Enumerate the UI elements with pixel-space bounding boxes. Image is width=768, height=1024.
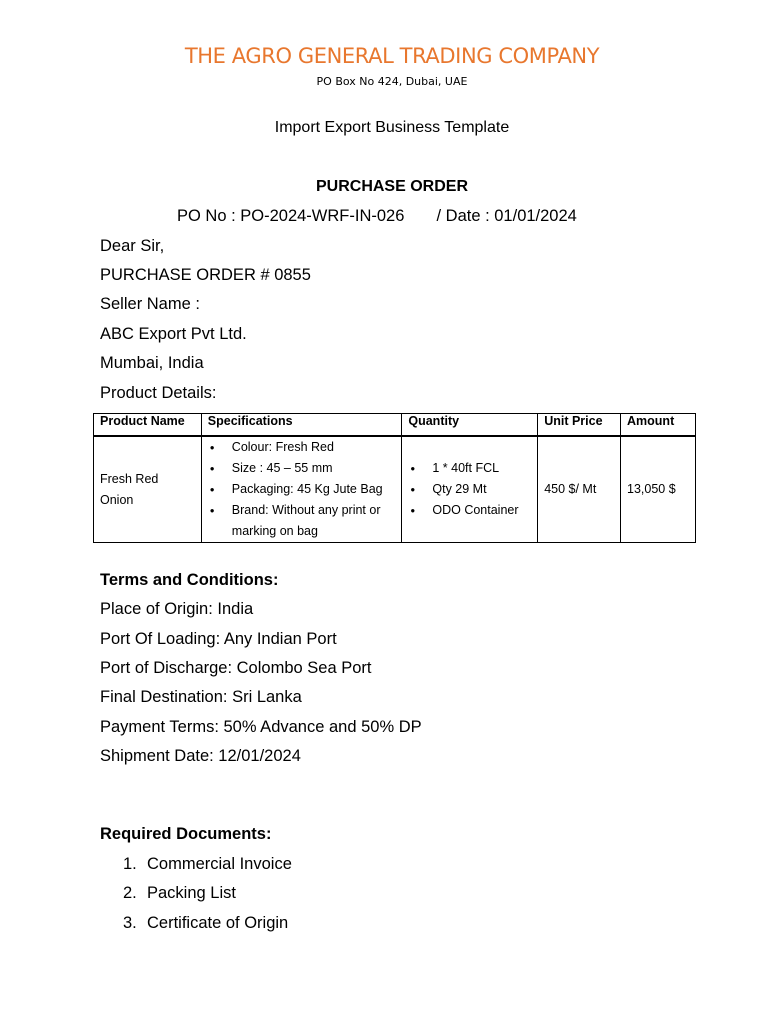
- seller-name: ABC Export Pvt Ltd.: [100, 325, 247, 343]
- quantity-item: ● Qty 29 Mt: [408, 479, 531, 500]
- terms-line-shipment-date: Shipment Date: 12/01/2024: [100, 747, 301, 765]
- company-address: PO Box No 424, Dubai, UAE: [316, 75, 468, 88]
- spec-item: ● Brand: Without any print or marking on bag: [208, 500, 396, 542]
- terms-line-origin: Place of Origin: India: [100, 600, 254, 618]
- terms-line-payment: Payment Terms: 50% Advance and 50% DP: [100, 718, 422, 736]
- terms-line-port-loading: Port Of Loading: Any Indian Port: [100, 630, 337, 648]
- product-table: [93, 413, 696, 543]
- specifications-list: [208, 437, 396, 542]
- quantity-cell: [402, 436, 538, 543]
- list-item-text: Packing List: [147, 884, 236, 902]
- specifications-cell: [201, 436, 402, 543]
- header-specifications: Specifications: [201, 414, 402, 437]
- greeting: Dear Sir,: [100, 237, 165, 255]
- header-amount: Amount: [621, 414, 696, 437]
- seller-label: Seller Name :: [100, 295, 200, 313]
- spec-item: ● Colour: Fresh Red: [208, 437, 396, 458]
- purchase-order-heading: PURCHASE ORDER: [315, 178, 468, 195]
- table-row: [94, 436, 696, 543]
- list-item: [123, 914, 288, 933]
- template-title: Import Export Business Template: [274, 119, 510, 136]
- header-unit-price: Unit Price: [538, 414, 621, 437]
- header-quantity: Quantity: [402, 414, 538, 437]
- product-name-line: Fresh Red: [100, 471, 159, 486]
- terms-line-port-discharge: Port of Discharge: Colombo Sea Port: [100, 659, 372, 677]
- po-number-line: PURCHASE ORDER # 0855: [100, 266, 311, 284]
- list-item-text: Commercial Invoice: [147, 855, 292, 873]
- header-product-name: Product Name: [94, 414, 202, 437]
- spec-item: ● Packaging: 45 Kg Jute Bag: [208, 479, 396, 500]
- terms-line-destination: Final Destination: Sri Lanka: [100, 688, 302, 706]
- list-number: 2.: [123, 884, 137, 902]
- product-name-line: Onion: [100, 492, 134, 507]
- spec-item: ● Size : 45 – 55 mm: [208, 458, 396, 479]
- unit-price-cell: 450 $/ Mt: [538, 436, 621, 543]
- list-number: 3.: [123, 914, 137, 932]
- company-name: THE AGRO GENERAL TRADING COMPANY: [184, 44, 600, 68]
- quantity-item: ● 1 * 40ft FCL: [408, 458, 531, 479]
- required-documents-heading: Required Documents:: [100, 825, 272, 843]
- amount-cell: 13,050 $: [621, 436, 696, 543]
- quantity-list: [408, 458, 531, 521]
- list-item-text: Certificate of Origin: [147, 914, 289, 932]
- product-name-cell: [94, 436, 202, 543]
- product-details-label: Product Details:: [100, 384, 217, 402]
- po-number-date-line: PO No : PO-2024-WRF-IN-026 / Date : 01/01/2024: [177, 207, 577, 225]
- list-item: [123, 855, 292, 874]
- quantity-item: ● ODO Container: [408, 500, 531, 521]
- seller-location: Mumbai, India: [100, 354, 204, 372]
- terms-heading: Terms and Conditions:: [100, 571, 279, 589]
- list-item: [123, 884, 236, 903]
- list-number: 1.: [123, 855, 137, 873]
- table-header-row: [94, 414, 696, 437]
